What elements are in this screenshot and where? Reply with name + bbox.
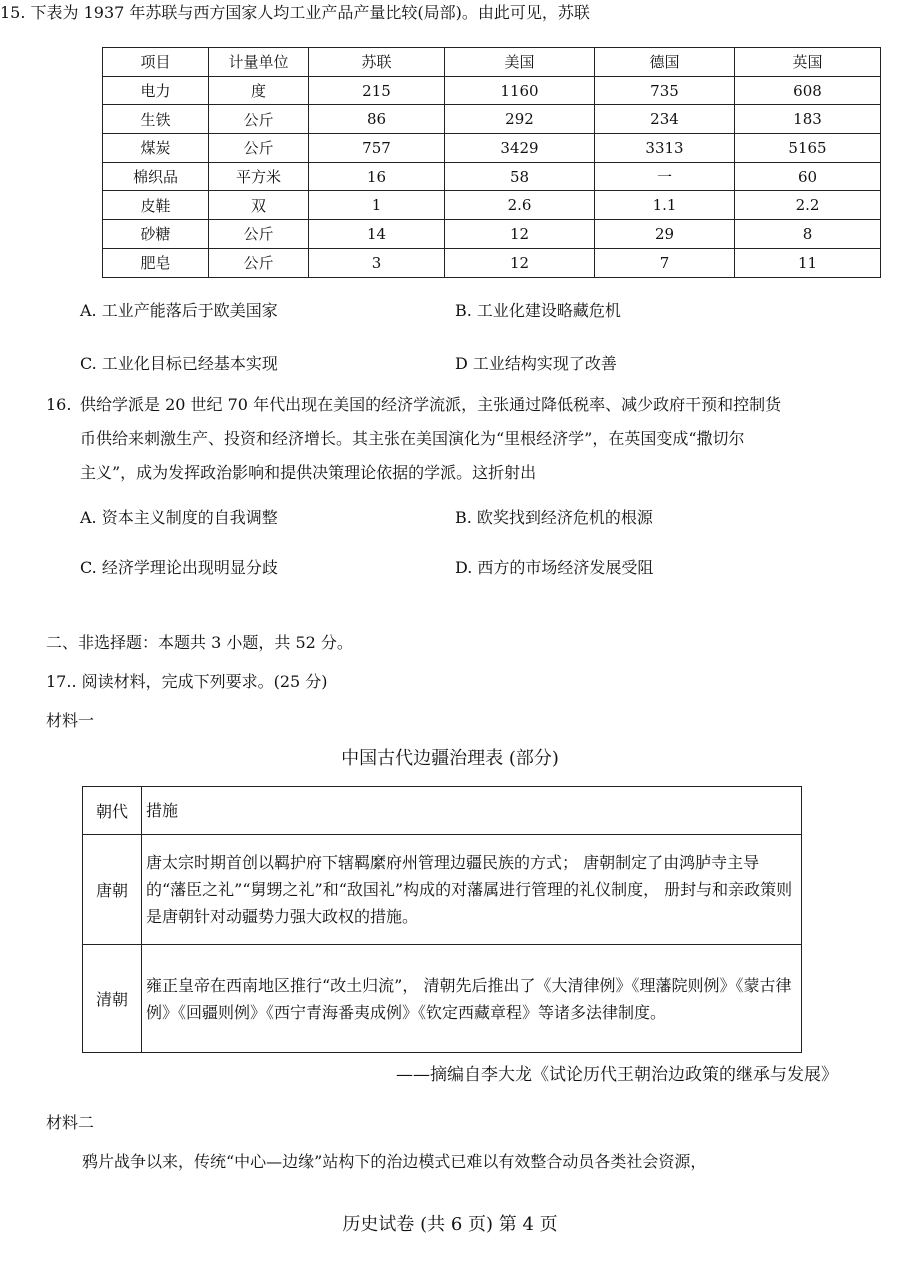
table-header-cell: 德国 (595, 48, 735, 77)
table-cell: 公斤 (209, 105, 309, 134)
table-cell: 1160 (445, 76, 595, 105)
table-cell: 肥皂 (103, 248, 209, 277)
citation: ——摘编自李大龙《试论历代王朝治边政策的继承与发展》 (396, 1065, 838, 1085)
table-cell: 生铁 (103, 105, 209, 134)
question-16-line-3: 主义”，成为发挥政治影响和提供决策理论依据的学派。这折射出 (80, 463, 537, 482)
table-cell: 公斤 (209, 134, 309, 163)
table-cell: 757 (309, 134, 445, 163)
header-measure: 措施 (142, 787, 802, 835)
table-cell: 1 (309, 191, 445, 220)
table-cell: 29 (595, 220, 735, 249)
table-cell: 2.2 (735, 191, 881, 220)
section-2-heading: 二、非选择题：本题共 3 小题，共 52 分。 (46, 633, 353, 652)
table-cell: 608 (735, 76, 881, 105)
border-governance-table-title: 中国古代边疆治理表 (部分) (341, 748, 559, 769)
table-cell: 砂糖 (103, 220, 209, 249)
table-cell: 183 (735, 105, 881, 134)
table-cell: 2.6 (445, 191, 595, 220)
question-16-number: 16. (46, 395, 72, 414)
table-cell: 234 (595, 105, 735, 134)
q15-option-b[interactable]: B. 工业化建设略藏危机 (455, 301, 621, 320)
table-header-cell: 苏联 (309, 48, 445, 77)
table-header-cell: 英国 (735, 48, 881, 77)
table-row (103, 134, 881, 163)
q15-option-a[interactable]: A. 工业产能落后于欧美国家 (80, 301, 278, 320)
table-cell: 5165 (735, 134, 881, 163)
question-15-stem: 15. 下表为 1937 年苏联与西方国家人均工业产品产量比较(局部)。由此可见，苏联 (0, 3, 590, 22)
table-cell: 3429 (445, 134, 595, 163)
page-footer: 历史试卷 (共 6 页) 第 4 页 (342, 1214, 558, 1235)
table-cell: 3313 (595, 134, 735, 163)
table-cell: 一 (595, 162, 735, 191)
table-row (103, 220, 881, 249)
table-cell: 292 (445, 105, 595, 134)
table-cell: 3 (309, 248, 445, 277)
row-measure-tang: 唐太宗时期首创以羁护府下辖羁縻府州管理边疆民族的方式； 唐朝制定了由鸿胪寺主导的“藩臣之礼”“舅甥之礼”和“敌国礼”构成的对藩属进行管理的礼仪制度， 册封与和亲政策则是唐朝针对动疆势力强大政权的措施。 (142, 835, 802, 945)
q16-option-c[interactable]: C. 经济学理论出现明显分歧 (80, 558, 278, 577)
table-row (103, 76, 881, 105)
table-cell: 7 (595, 248, 735, 277)
row-dynasty-qing: 清朝 (83, 945, 142, 1053)
table-cell: 电力 (103, 76, 209, 105)
table-row (103, 105, 881, 134)
table-cell: 1.1 (595, 191, 735, 220)
table-header-cell: 项目 (103, 48, 209, 77)
row-measure-qing: 雍正皇帝在西南地区推行“改土归流”， 清朝先后推出了《大清律例》《理藩院则例》《蒙古律例》《回疆则例》《西宁青海番夷成例》《钦定西藏章程》等诸多法律制度。 (142, 945, 802, 1053)
table-cell: 11 (735, 248, 881, 277)
table-header-cell: 计量单位 (209, 48, 309, 77)
production-comparison-table (102, 47, 881, 278)
q16-option-d[interactable]: D. 西方的市场经济发展受阻 (455, 558, 654, 577)
table-cell: 12 (445, 220, 595, 249)
table-cell: 12 (445, 248, 595, 277)
q16-option-a[interactable]: A. 资本主义制度的自我调整 (80, 508, 278, 527)
table-cell: 皮鞋 (103, 191, 209, 220)
question-16-line-1: 供给学派是 20 世纪 70 年代出现在美国的经济学流派，主张通过降低税率、减少政府干预和控制货 (80, 395, 782, 414)
table-cell: 215 (309, 76, 445, 105)
table-cell: 86 (309, 105, 445, 134)
table-header-cell: 美国 (445, 48, 595, 77)
table-row (103, 191, 881, 220)
table-cell: 16 (309, 162, 445, 191)
table-cell: 棉织品 (103, 162, 209, 191)
table-cell: 公斤 (209, 220, 309, 249)
table-row (103, 162, 881, 191)
table-cell: 双 (209, 191, 309, 220)
q15-option-c[interactable]: C. 工业化目标已经基本实现 (80, 354, 278, 373)
table-header-row (103, 48, 881, 77)
question-16-line-2: 币供给来刺激生产、投资和经济增长。其主张在美国演化为“里根经济学”，在英国变成“撒切尔 (80, 429, 745, 448)
q16-option-b[interactable]: B. 欧奖找到经济危机的根源 (455, 508, 653, 527)
row-dynasty-tang: 唐朝 (83, 835, 142, 945)
table-row (103, 248, 881, 277)
q15-option-d[interactable]: D 工业结构实现了改善 (455, 354, 617, 373)
table-cell: 平方米 (209, 162, 309, 191)
table-cell: 公斤 (209, 248, 309, 277)
table-cell: 735 (595, 76, 735, 105)
header-dynasty: 朝代 (83, 787, 142, 835)
material-2-label: 材料二 (46, 1113, 95, 1132)
material-2-text: 鸦片战争以来，传统“中心—边缘”站构下的治边模式已难以有效整合动员各类社会资源， (82, 1152, 707, 1171)
table-cell: 度 (209, 76, 309, 105)
border-governance-table (82, 786, 802, 1053)
material-1-label: 材料一 (46, 711, 95, 730)
question-17-stem: 17.. 阅读材料，完成下列要求。(25 分) (46, 672, 328, 691)
table-cell: 8 (735, 220, 881, 249)
table-cell: 60 (735, 162, 881, 191)
table-cell: 14 (309, 220, 445, 249)
table-cell: 58 (445, 162, 595, 191)
table-cell: 煤炭 (103, 134, 209, 163)
